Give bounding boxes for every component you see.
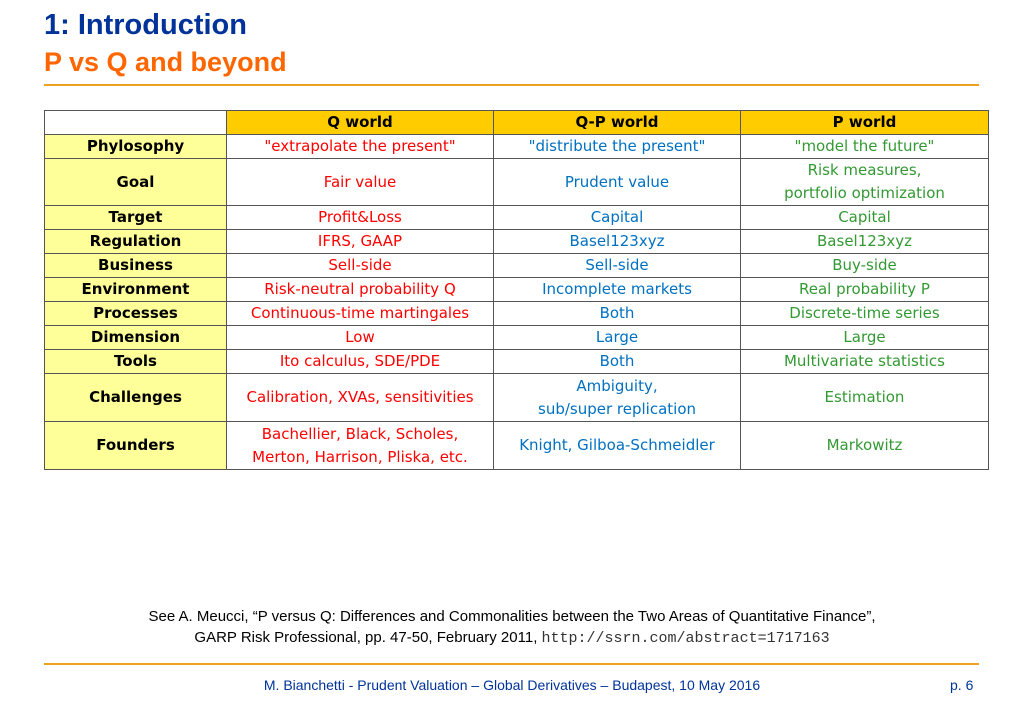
q-world-cell <box>227 206 494 230</box>
table-row <box>45 254 989 278</box>
q-world-cell <box>227 159 494 206</box>
qp-world-cell <box>494 350 741 374</box>
header-corner-cell <box>45 111 227 135</box>
cell-text-line: Capital <box>838 208 891 226</box>
q-world-cell <box>227 374 494 422</box>
p-world-cell <box>741 350 989 374</box>
cell-text-line: Estimation <box>824 388 905 406</box>
p-world-cell <box>741 230 989 254</box>
page-number: p. 6 <box>950 677 974 693</box>
qp-world-cell <box>494 422 741 470</box>
qp-world-cell <box>494 326 741 350</box>
cell-text-line: Fair value <box>323 172 397 191</box>
q-world-cell <box>227 350 494 374</box>
table-row <box>45 230 989 254</box>
q-world-cell <box>227 326 494 350</box>
cell-text-line: Basel123xyz <box>569 232 665 250</box>
cell-text-line: Bachellier, Black, Scholes, <box>261 424 459 443</box>
row-label: Founders <box>45 422 227 470</box>
qp-world-cell <box>494 206 741 230</box>
header-qp-world: Q-P world <box>494 111 741 135</box>
table-row <box>45 302 989 326</box>
cell-text-line: Ambiguity, <box>576 376 658 395</box>
cell-text-line: Large <box>843 328 886 346</box>
table-header-row <box>45 111 989 135</box>
citation <box>0 606 1024 649</box>
table-row <box>45 422 989 470</box>
cell-text-line: sub/super replication <box>538 399 696 418</box>
p-world-cell <box>741 254 989 278</box>
cell-text-line: "model the future" <box>794 137 935 155</box>
footer-divider <box>44 663 979 665</box>
row-label: Tools <box>45 350 227 374</box>
cell-text-line: Continuous-time martingales <box>250 304 470 322</box>
cell-text-line: portfolio optimization <box>784 184 945 202</box>
qp-world-cell <box>494 230 741 254</box>
p-world-cell <box>741 326 989 350</box>
cell-text-line: Prudent value <box>564 172 670 191</box>
q-world-cell <box>227 278 494 302</box>
qp-world-cell <box>494 159 741 206</box>
q-world-cell <box>227 422 494 470</box>
header-divider <box>44 84 979 86</box>
cell-text-line: IFRS, GAAP <box>317 232 403 250</box>
citation-line-2 <box>0 627 1024 649</box>
row-label: Processes <box>45 302 227 326</box>
slide-title: 1: Introduction <box>44 9 247 41</box>
q-world-cell <box>227 135 494 159</box>
table-row <box>45 206 989 230</box>
row-label: Business <box>45 254 227 278</box>
comparison-table <box>44 110 989 470</box>
cell-text-line: Markowitz <box>826 436 903 454</box>
cell-text-line: Low <box>345 328 375 346</box>
p-world-cell <box>741 278 989 302</box>
p-world-cell <box>741 302 989 326</box>
row-label: Regulation <box>45 230 227 254</box>
row-label: Challenges <box>45 374 227 422</box>
p-world-cell <box>741 422 989 470</box>
qp-world-cell <box>494 302 741 326</box>
qp-world-cell <box>494 135 741 159</box>
row-label: Goal <box>45 159 227 206</box>
cell-text-line: Knight, Gilboa-Schmeidler <box>519 436 715 454</box>
citation-url-link[interactable]: http://ssrn.com/abstract=1717163 <box>541 630 830 647</box>
cell-text-line: Ito calculus, SDE/PDE <box>279 352 441 370</box>
p-world-cell <box>741 135 989 159</box>
cell-text-line: Risk measures, <box>807 161 922 179</box>
p-world-cell <box>741 206 989 230</box>
cell-text-line: Discrete-time series <box>789 304 940 322</box>
citation-line-1: See A. Meucci, “P versus Q: Differences and Commonalities between the Two Areas of Quantitative Finance”, <box>148 608 876 625</box>
footer-text: M. Bianchetti - Prudent Valuation – Global Derivatives – Budapest, 10 May 2016 <box>263 677 761 693</box>
p-world-cell <box>741 159 989 206</box>
q-world-cell <box>227 230 494 254</box>
cell-text-line: Sell-side <box>585 256 649 274</box>
cell-text-line: Large <box>595 328 639 346</box>
row-label: Environment <box>45 278 227 302</box>
cell-text-line: Real probability P <box>799 280 930 298</box>
table-row <box>45 159 989 206</box>
cell-text-line: Sell-side <box>328 256 392 274</box>
qp-world-cell <box>494 254 741 278</box>
cell-text-line: Capital <box>590 208 644 226</box>
cell-text-line: Calibration, XVAs, sensitivities <box>246 388 474 406</box>
cell-text-line: Profit&Loss <box>318 208 402 226</box>
cell-text-line: Both <box>599 352 635 370</box>
table-row <box>45 326 989 350</box>
cell-text-line: Incomplete markets <box>542 280 692 298</box>
qp-world-cell <box>494 278 741 302</box>
p-world-cell <box>741 374 989 422</box>
cell-text-line: Risk-neutral probability Q <box>264 280 456 298</box>
slide-subtitle: P vs Q and beyond <box>44 47 287 77</box>
cell-text-line: Basel123xyz <box>817 232 912 250</box>
cell-text-line: Both <box>599 304 635 322</box>
row-label: Phylosophy <box>45 135 227 159</box>
q-world-cell <box>227 254 494 278</box>
cell-text-line: Merton, Harrison, Pliska, etc. <box>252 447 468 466</box>
header-q-world: Q world <box>227 111 494 135</box>
qp-world-cell <box>494 374 741 422</box>
table-row <box>45 135 989 159</box>
table-row <box>45 278 989 302</box>
table-row <box>45 350 989 374</box>
cell-text-line: "extrapolate the present" <box>264 137 456 155</box>
row-label: Target <box>45 206 227 230</box>
cell-text-line: Buy-side <box>832 256 897 274</box>
cell-text-line: Multivariate statistics <box>783 352 945 370</box>
citation-source: GARP Risk Professional, pp. 47-50, February 2011, <box>194 629 542 646</box>
cell-text-line: "distribute the present" <box>528 137 706 155</box>
header-p-world: P world <box>741 111 989 135</box>
row-label: Dimension <box>45 326 227 350</box>
q-world-cell <box>227 302 494 326</box>
table-row <box>45 374 989 422</box>
